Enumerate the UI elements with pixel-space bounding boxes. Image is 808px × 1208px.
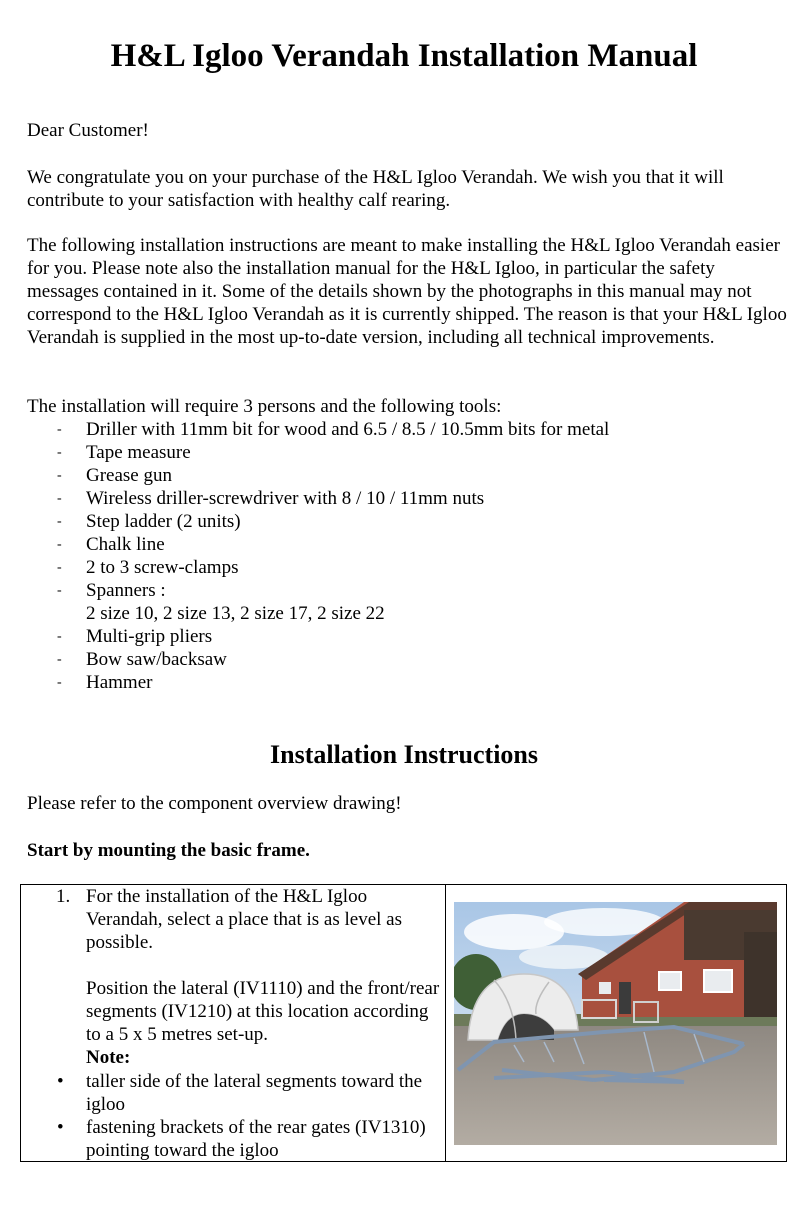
tool-item: - Grease gun — [57, 465, 172, 486]
tool-item: - Spanners : — [57, 580, 166, 601]
tool-item: - Tape measure — [57, 442, 191, 463]
tool-item: - Bow saw/backsaw — [57, 649, 227, 670]
tool-item: - Hammer — [57, 672, 153, 693]
start-text: Start by mounting the basic frame. — [27, 840, 310, 861]
tool-item-detail: 2 size 10, 2 size 13, 2 size 17, 2 size 22 — [86, 603, 385, 624]
tools-list — [27, 418, 747, 694]
intro-paragraph-1: We congratulate you on your purchase of the H&L Igloo Verandah. We wish you that it will contribute to your satisfaction with healthy calf rearing. — [27, 167, 724, 211]
page-title: H&L Igloo Verandah Installation Manual — [110, 38, 698, 74]
greeting: Dear Customer! — [27, 120, 149, 141]
tool-item: - Chalk line — [57, 534, 165, 555]
tool-item: - 2 to 3 screw-clamps — [57, 557, 239, 578]
step-paragraph-1: For the installation of the H&L Igloo Verandah, select a place that is as level as possible. — [86, 886, 402, 953]
step-text-cell — [21, 885, 446, 1161]
step-paragraph-2: Position the lateral (IV1110) and the front/rear segments (IV1210) at this location according to a 5 x 5 metres set-up. — [86, 978, 440, 1045]
note-bullets — [55, 1070, 447, 1162]
note-bullet: • fastening brackets of the rear gates (IV1310) pointing toward the igloo — [57, 1117, 426, 1161]
refer-text: Please refer to the component overview drawing! — [27, 793, 402, 814]
site-photo-illustration — [454, 902, 777, 1145]
note-label: Note: — [86, 1047, 131, 1068]
tools-intro: The installation will require 3 persons and the following tools: — [27, 396, 502, 417]
tool-item: - Step ladder (2 units) — [57, 511, 241, 532]
step-photo — [454, 902, 777, 1145]
intro-paragraph-2: The following installation instructions are meant to make installing the H&L Igloo Verandah easier for you. Please note also the installation manual for the H&L Igloo, in particular the safety messages contained in it. Some of the details shown by the photographs in this manual may not correspond to the H&L Igloo Verandah as it is currently shipped. The reason is that your H&L Igloo Verandah is supplied in the most up-to-date version, including all technical improvements. — [27, 235, 787, 348]
tool-item: - Wireless driller-screwdriver with 8 / 10 / 11mm nuts — [57, 488, 485, 509]
note-bullet: • taller side of the lateral segments toward the igloo — [57, 1071, 423, 1115]
tool-item: - Driller with 11mm bit for wood and 6.5 / 8.5 / 10.5mm bits for metal — [57, 419, 610, 440]
step-photo-cell — [446, 885, 786, 1161]
tool-item: - Multi-grip pliers — [57, 626, 213, 647]
step-number: 1. — [56, 886, 71, 907]
step-text — [86, 885, 446, 1069]
steps-table — [20, 884, 787, 1162]
section-title: Installation Instructions — [270, 740, 538, 769]
